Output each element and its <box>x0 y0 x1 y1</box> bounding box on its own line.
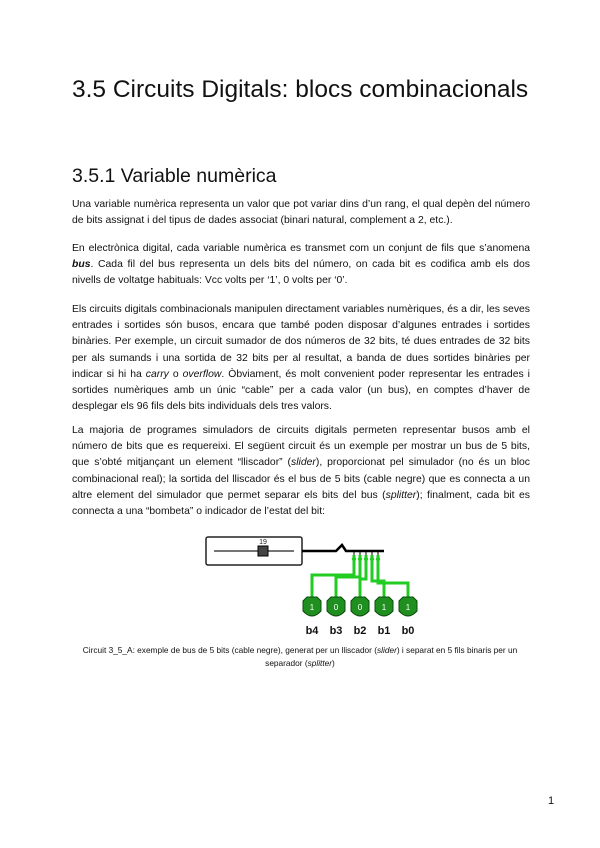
wire-junction <box>376 557 380 561</box>
circuit-diagram <box>200 531 440 639</box>
wire-junction <box>364 557 368 561</box>
term-overflow: overflow <box>182 368 222 380</box>
text-run: ) <box>332 658 335 668</box>
figure-caption <box>80 644 520 670</box>
paragraph-simulators <box>72 423 530 520</box>
paragraph-combinational <box>72 302 530 415</box>
subsection-title: 3.5.1 Variable numèrica <box>72 165 277 187</box>
text-run: ); finalment, cada bit es connecta a una “bombeta” o indicador de l’estat del bit: <box>72 489 530 518</box>
text-run: Circuit 3_5_A: exemple de bus de 5 bits (cable negre), generat per un lliscador ( <box>82 645 378 655</box>
text-run: ), proporcionat pel simulador (no és un bloc combinacional real); la sortida del lliscador és el bus de 5 bits (cable negre) que es connecta a un altre element del simulador que permet separar els bits del bus ( <box>72 457 530 501</box>
bulb-value: 1 <box>381 603 387 612</box>
slider-value: 19 <box>259 539 267 546</box>
bit-wire <box>336 555 360 597</box>
term-splitter: splitter <box>307 658 333 668</box>
slider-thumb <box>258 546 268 556</box>
text-run: . Òbviament, és molt convenient poder representar les entrades i sortides numèriques amb un únic “cable” per a cada valor (un bus), en comptes d’haver de desplegar els 96 fils dels bits individuals dels tres valors. <box>72 368 530 413</box>
section-title: 3.5 Circuits Digitals: blocs combinacionals <box>72 76 529 103</box>
bulb-value: 1 <box>309 603 315 612</box>
bit-label: b1 <box>377 625 391 637</box>
wire-junction <box>358 557 362 561</box>
term-carry: carry <box>145 368 169 380</box>
text-run: o <box>168 368 183 380</box>
term-splitter: splitter <box>385 489 417 501</box>
term-slider: slider <box>377 645 397 655</box>
bulb-value: 0 <box>333 603 339 612</box>
bit-label: b2 <box>353 625 367 637</box>
bit-label: b3 <box>329 625 343 637</box>
text-run: Els circuits digitals combinacionals manipulen directament variables numèriques, és a dir, les seves entrades i sortides són busos, encara que també poden disposar d’algunes entrades i sortides binàries. Per exemple, un circuit sumador de dos números de 32 bits, té dues entrades de 32 bits per als sumands i una sortida de 32 bits per al resultat, a banda de dues sortides binàries per indicar si hi ha <box>72 304 530 380</box>
term-bus: bus <box>72 259 91 271</box>
bus-wire <box>302 545 384 551</box>
page-number: 1 <box>548 795 555 807</box>
paragraph-bus <box>72 241 530 290</box>
text-run: En electrònica digital, cada variable numèrica es transmet com un conjunt de fils que s’anomena <box>72 243 530 254</box>
bit-label: b0 <box>401 625 415 637</box>
text-run: . Cada fil del bus representa un dels bits del número, on cada bit es codifica amb els dos nivells de voltatge habituals: Vcc volts per ‘1’, 0 volts per ‘0’. <box>72 259 530 287</box>
bulb-value: 0 <box>357 603 363 612</box>
term-slider: slider <box>291 457 316 469</box>
wire-junction <box>370 557 374 561</box>
text-run: La majoria de programes simuladors de circuits digitals permeten representar busos amb el número de bits que es requereixi. El següent circuit és un exemple per mostrar un bus de 5 bits, que s’obté mitjançant un element “lliscador” ( <box>72 425 530 469</box>
text-run: ) i separat en 5 fils binaris per un separador ( <box>265 645 518 668</box>
paragraph-intro: Una variable numèrica representa un valor que pot variar dins d’un rang, el qual depèn del número de bits assignat i del tipus de dades associat (binari natural, complement a 2, etc.). <box>72 199 530 227</box>
bulb-value: 1 <box>405 603 411 612</box>
bulb-group <box>303 555 417 637</box>
wire-junction <box>352 557 356 561</box>
bit-label: b4 <box>305 625 319 637</box>
